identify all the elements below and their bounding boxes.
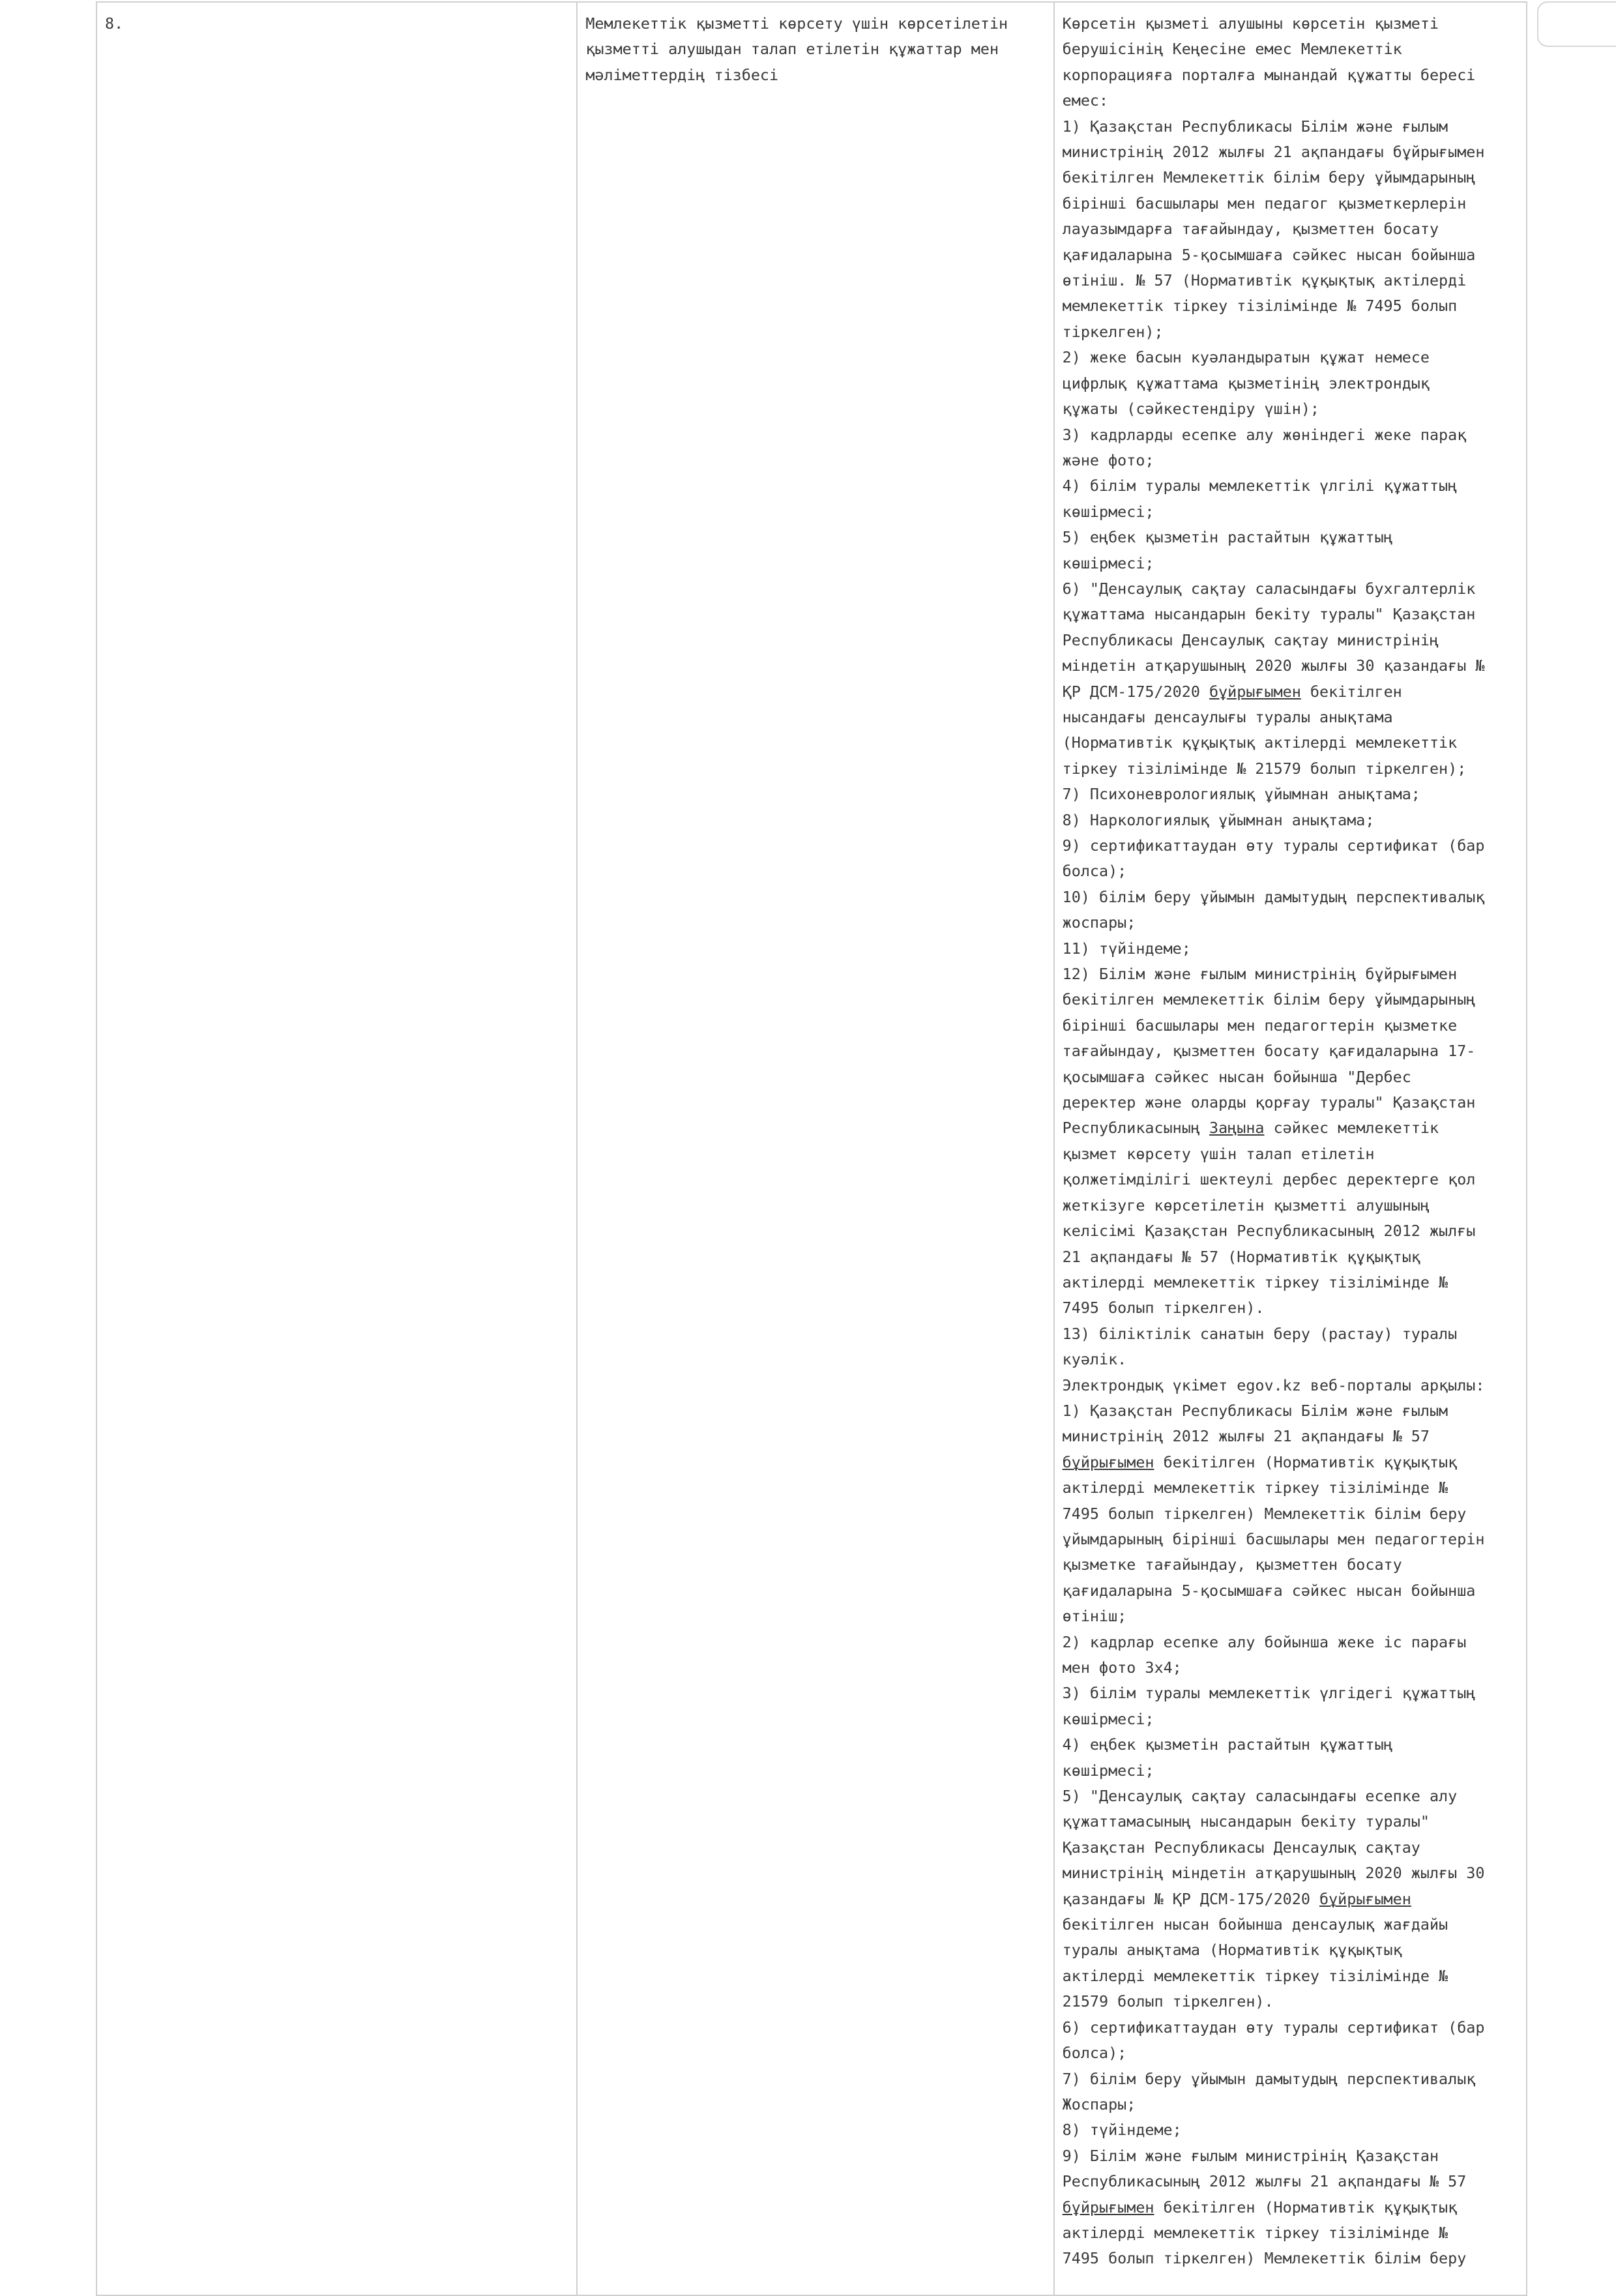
description-line: бұйрығымен бекітілген (Нормативтік құқықтық	[1062, 1452, 1458, 1471]
description-line: деректер және оларды қорғау туралы" Қазақстан	[1062, 1093, 1476, 1112]
description-line: актілерді мемлекеттік тіркеу тізілімінде №	[1062, 1273, 1448, 1291]
description-line: актілерді мемлекеттік тіркеу тізілімінде №	[1062, 2223, 1448, 2242]
description-line: актілерді мемлекеттік тіркеу тізілімінде №	[1062, 1479, 1448, 1497]
description-line: 2) кадрлар есепке алу бойынша жеке іс парағы	[1062, 1632, 1467, 1651]
description-line: 7) Психоневрологиялық ұйымнан анықтама;	[1062, 785, 1420, 804]
description-line: міндетін атқарушының 2020 жылғы 30 қазандағы №	[1062, 656, 1485, 675]
description-line: 5) "Денсаулық сақтау саласындағы есепке алу	[1062, 1787, 1458, 1806]
description-line: 5) еңбек қызметін растайтын құжаттың	[1062, 528, 1393, 547]
description-line: қызметке тағайындау, қызметтен босату	[1062, 1555, 1402, 1574]
description-line: 3) білім туралы мемлекеттік үлгідегі құжаттың	[1062, 1684, 1476, 1703]
document-link[interactable]: бұйрығымен	[1062, 1452, 1154, 1471]
description-line: қазандағы № ҚР ДСМ-175/2020 бұйрығымен	[1062, 1889, 1411, 1908]
description-line: Республикасы Денсаулық сақтау министрінің	[1062, 630, 1439, 649]
description-line: Қазақстан Республикасы Денсаулық сақтау	[1062, 1838, 1420, 1857]
description-line: (Нормативтік құқықтық актілерді мемлекеттік	[1062, 733, 1458, 752]
description-cell	[1054, 2, 1527, 2295]
description-line: 7495 болып тіркелген) Мемлекеттік білім беру	[1062, 2249, 1467, 2268]
description-line: 7495 болып тіркелген) Мемлекеттік білім беру	[1062, 1504, 1467, 1523]
description-line: тіркелген);	[1062, 322, 1164, 341]
description-line: көшірмесі;	[1062, 553, 1154, 572]
requirement-title-cell: Мемлекеттік қызметті көрсету үшін көрсетілетін қызметті алушыдан талап етілетін құжаттар мен мәліметтердің тізбесі	[577, 2, 1053, 2295]
description-line: құжаттамасының нысандарын бекіту туралы"	[1062, 1812, 1430, 1831]
description-line: жоспары;	[1062, 913, 1136, 932]
description-line: қағидаларына 5-қосымшаға сәйкес нысан бойынша	[1062, 245, 1476, 264]
description-line: министрінің 2012 жылғы 21 ақпандағы № 57	[1062, 1427, 1430, 1446]
description-line: 2) жеке басын куәландыратын құжат немесе	[1062, 348, 1430, 367]
description-line: куәлік.	[1062, 1350, 1127, 1369]
document-link[interactable]: Заңына	[1209, 1119, 1265, 1138]
document-table	[96, 1, 1527, 2296]
description-line: 9) сертификаттаудан өту туралы сертификат (бар	[1062, 836, 1485, 855]
description-line: құжаты (сәйкестендіру үшін);	[1062, 400, 1319, 419]
description-line: құжаттама нысандарын бекіту туралы" Қазақстан	[1062, 605, 1476, 624]
description-line: және фото;	[1062, 450, 1154, 469]
description-line: келісімі Қазақстан Республикасының 2012 жылғы	[1062, 1222, 1476, 1241]
description-line: қағидаларына 5-қосымшаға сәйкес нысан бойынша	[1062, 1581, 1476, 1600]
description-line: 1) Қазақстан Республикасы Білім және ғылым	[1062, 1401, 1448, 1420]
description-line: бұйрығымен бекітілген (Нормативтік құқықтық	[1062, 2198, 1458, 2216]
description-line: тіркеу тізілімінде № 21579 болып тіркелген);	[1062, 759, 1467, 778]
description-line: тағайындау, қызметтен босату қағидаларына 17-	[1062, 1042, 1476, 1061]
description-line: 12) Білім және ғылым министрінің бұйрығымен	[1062, 965, 1458, 984]
description-line: Көрсетін қызметі алушыны көрсетін қызметі	[1062, 14, 1439, 33]
description-line: бекітілген Мемлекеттік білім беру ұйымдарының	[1062, 168, 1476, 187]
description-line: қызмет көрсету үшін талап етілетін	[1062, 1144, 1375, 1163]
description-line: 7495 болып тіркелген).	[1062, 1299, 1265, 1317]
description-line: 9) Білім және ғылым министрінің Қазақстан	[1062, 2146, 1439, 2165]
description-line: көшірмесі;	[1062, 1709, 1154, 1728]
description-line: бекітілген нысан бойынша денсаулық жағдайы	[1062, 1915, 1448, 1934]
description-line: болса);	[1062, 2044, 1127, 2063]
description-line: көшірмесі;	[1062, 1761, 1154, 1780]
description-line: ұйымдарының бірінші басшылары мен педагогтерін	[1062, 1529, 1485, 1548]
description-lines	[1063, 11, 1518, 2272]
description-line: актілерді мемлекеттік тіркеу тізілімінде №	[1062, 1966, 1448, 1985]
description-line: министрінің 2012 жылғы 21 ақпандағы бұйрығымен	[1062, 143, 1485, 162]
description-line: Электрондық үкімет egov.kz веб-порталы арқылы:	[1062, 1376, 1485, 1394]
description-line: жеткізуге көрсетілетін қызметті алушының	[1062, 1196, 1430, 1214]
description-line: цифрлық құжаттама қызметінің электрондық	[1062, 374, 1430, 392]
description-line: мемлекеттік тіркеу тізілімінде № 7495 болып	[1062, 297, 1458, 316]
description-line: ҚР ДСМ-175/2020 бұйрығымен бекітілген	[1062, 682, 1402, 701]
description-line: көшірмесі;	[1062, 502, 1154, 521]
description-line: мен фото 3х4;	[1062, 1658, 1182, 1677]
description-line: 1) Қазақстан Республикасы Білім және ғылым	[1062, 117, 1448, 136]
description-line: нысандағы денсаулығы туралы анықтама	[1062, 707, 1393, 726]
description-line: 4) еңбек қызметін растайтын құжаттың	[1062, 1735, 1393, 1754]
table-row	[96, 2, 1527, 2295]
description-line: Жоспары;	[1062, 2095, 1136, 2113]
description-line: бекітілген мемлекеттік білім беру ұйымдарының	[1062, 990, 1476, 1009]
description-line: Республикасының 2012 жылғы 21 ақпандағы № 57	[1062, 2172, 1467, 2191]
description-line: өтініш. № 57 (Нормативтік құқықтық актілерді	[1062, 271, 1467, 290]
description-line: берушісінің Кеңесіне емес Мемлекеттік	[1062, 40, 1402, 59]
description-line: емес:	[1062, 91, 1109, 110]
description-line: 8) Наркологиялық ұйымнан анықтама;	[1062, 810, 1375, 829]
document-link[interactable]: бұйрығымен	[1319, 1889, 1411, 1908]
description-line: 4) білім туралы мемлекеттік үлгілі құжаттың	[1062, 477, 1458, 495]
description-line: қолжетімділігі шектеулі дербес деректерге қол	[1062, 1170, 1476, 1189]
description-line: 6) сертификаттаудан өту туралы сертификат (бар	[1062, 2018, 1485, 2037]
description-line: корпорацияға порталға мынандай құжатты бересі	[1062, 65, 1476, 84]
description-line: 7) білім беру ұйымын дамытудың перспективалық	[1062, 2069, 1476, 2088]
description-line: 21579 болып тіркелген).	[1062, 1992, 1274, 2011]
description-line: өтініш;	[1062, 1607, 1127, 1626]
description-line: 3) кадрларды есепке алу жөніндегі жеке парақ	[1062, 425, 1467, 444]
description-line: лауазымдарға тағайындау, қызметтен босату	[1062, 220, 1439, 239]
description-line: министрінің міндетін атқарушының 2020 жылғы 30	[1062, 1864, 1485, 1883]
description-line: бірінші басшылары мен педагог қызметкерлерін	[1062, 194, 1467, 213]
description-line: 13) біліктілік санатын беру (растау) туралы	[1062, 1324, 1458, 1343]
description-line: 11) түйіндеме;	[1062, 939, 1191, 958]
description-line: 10) білім беру ұйымын дамытудың перспективалық	[1062, 887, 1485, 906]
description-line: бірінші басшылары мен педагогтерін қызметке	[1062, 1016, 1458, 1035]
description-line: Республикасының Заңына сәйкес мемлекеттік	[1062, 1119, 1439, 1138]
description-line: 8) түйіндеме;	[1062, 2121, 1182, 2140]
description-line: 21 ақпандағы № 57 (Нормативтік құқықтық	[1062, 1247, 1420, 1266]
description-line: қосымшаға сәйкес нысан бойынша "Дербес	[1062, 1067, 1411, 1086]
row-number-cell: 8.	[96, 2, 577, 2295]
side-panel-tab[interactable]	[1537, 1, 1616, 47]
description-line: болса);	[1062, 862, 1127, 881]
description-line: 6) "Денсаулық сақтау саласындағы бухгалтерлік	[1062, 579, 1476, 598]
document-link[interactable]: бұйрығымен	[1062, 2198, 1154, 2216]
description-line: туралы анықтама (Нормативтік құқықтық	[1062, 1941, 1402, 1960]
document-link[interactable]: бұйрығымен	[1209, 682, 1301, 701]
